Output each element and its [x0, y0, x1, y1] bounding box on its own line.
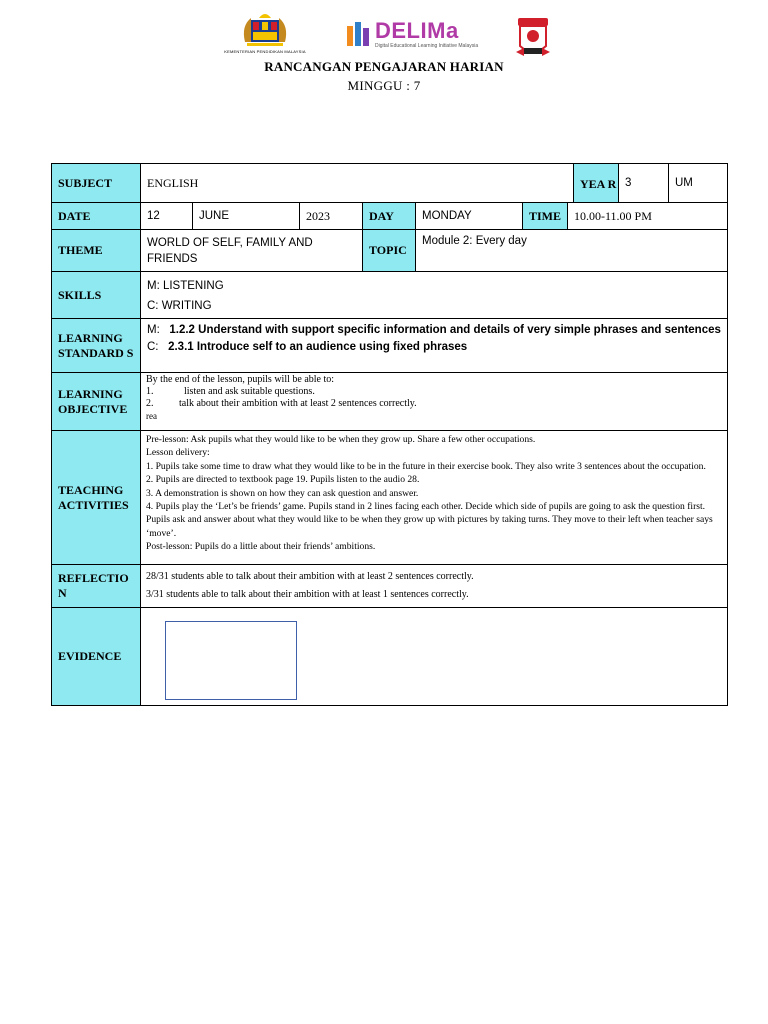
delima-mark-icon [345, 20, 373, 50]
skills-label: SKILLS [52, 272, 141, 318]
date-day-number: 12 [141, 203, 193, 229]
malaysia-coat-of-arms-icon [215, 12, 315, 52]
teaching-activities-content [146, 431, 723, 564]
reflection-line: 28/31 students able to talk about their ambition with at least 2 sentences correctly. [146, 571, 474, 582]
skills-content [147, 272, 723, 318]
school-crest-icon [514, 16, 552, 60]
ministry-caption: KEMENTERIAN PENDIDIKAN MALAYSIA [224, 49, 306, 54]
learning-objective-content [146, 373, 723, 430]
row-reflection [52, 565, 727, 608]
header-logos [0, 12, 768, 60]
objective-trailing: rea [146, 411, 157, 421]
reflection-line: 3/31 students able to talk about their ambition with at least 1 sentences correctly. [146, 589, 469, 600]
class-value: UM [675, 177, 693, 189]
evidence-label: EVIDENCE [52, 608, 141, 705]
activity-line: 3. A demonstration is shown on how they can ask question and answer. [146, 487, 419, 499]
ministry-logo [215, 12, 315, 58]
evidence-content [141, 608, 723, 705]
day-label: DAY [363, 203, 416, 229]
activity-line: Pre-lesson: Ask pupils what they would like to be when they grow up. Share a few other occupations. [146, 434, 536, 445]
row-theme [52, 230, 727, 272]
skill-complementary: C: WRITING [147, 300, 212, 312]
date-year: 2023 [300, 203, 363, 229]
page-title: RANCANGAN PENGAJARAN HARIAN [264, 59, 504, 74]
row-learning-standards [52, 319, 727, 373]
date-month: JUNE [193, 203, 300, 229]
theme-value: WORLD OF SELF, FAMILY AND FRIENDS [141, 230, 363, 271]
activity-line: 4. Pupils play the ‘Let’s be friends’ game. Pupils stand in 2 lines facing each other. Decide which side of pupils are going to ask the question first. Pupils ask and answer about what they would like to be when they grow up with pictures by taking turns. They move to their left when teacher says ‘move’. [146, 501, 713, 539]
lesson-plan-table [51, 163, 728, 706]
topic-label: TOPIC [363, 230, 416, 271]
standard-complementary: C: 2.3.1 Introduce self to an audience using fixed phrases [147, 341, 468, 353]
date-label: DATE [52, 203, 141, 229]
teaching-activities-label: TEACHING ACTIVITIES [52, 431, 141, 564]
row-subject [52, 164, 727, 203]
learning-objective-label: LEARNING OBJECTIVE [52, 373, 141, 430]
row-teaching-activities [52, 431, 727, 565]
theme-label: THEME [52, 230, 141, 271]
evidence-image-placeholder [165, 621, 297, 700]
row-date [52, 203, 727, 230]
reflection-content [146, 565, 723, 607]
subject-value: ENGLISH [141, 164, 574, 202]
subject-label: SUBJECT [52, 164, 141, 202]
year-value: 3 [619, 164, 669, 202]
activity-line: Post-lesson: Pupils do a little about their friends’ ambitions. [146, 541, 376, 553]
activity-line: 2. Pupils are directed to textbook page 19. Pupils listen to the audio 28. [146, 474, 420, 486]
learning-standards-content [147, 319, 723, 372]
delima-logo [345, 20, 485, 56]
time-value: 10.00-11.00 PM [574, 208, 652, 223]
row-skills [52, 272, 727, 319]
week-label: MINGGU : 7 [347, 78, 421, 93]
activity-line: 1. Pupils take some time to draw what they would like to be in the future in their exercise book. They also write 3 sentences about the occupation. [146, 460, 706, 472]
reflection-label: REFLECTIO N [52, 565, 141, 607]
year-label: YEA R [574, 164, 619, 202]
objective-item: 1. listen and ask suitable questions. [146, 386, 315, 397]
delima-wordmark: DELIMa [375, 18, 459, 43]
skill-main: M: LISTENING [147, 280, 224, 292]
delima-tagline: Digital Educational Learning Initiative Malaysia [375, 43, 479, 49]
standard-main: M: 1.2.2 Understand with support specific information and details of very simple phrases and sentences [147, 324, 721, 336]
objective-intro: By the end of the lesson, pupils will be able to: [146, 374, 335, 385]
topic-value: Module 2: Every day [422, 235, 527, 247]
time-label: TIME [523, 203, 568, 229]
learning-standards-label: LEARNING STANDARD S [52, 319, 141, 372]
row-evidence [52, 608, 727, 705]
row-learning-objective [52, 373, 727, 431]
day-value: MONDAY [416, 203, 523, 229]
school-crest-logo [514, 16, 552, 60]
activity-line: Lesson delivery: [146, 447, 210, 459]
objective-item: 2. talk about their ambition with at least 2 sentences correctly. [146, 398, 417, 409]
